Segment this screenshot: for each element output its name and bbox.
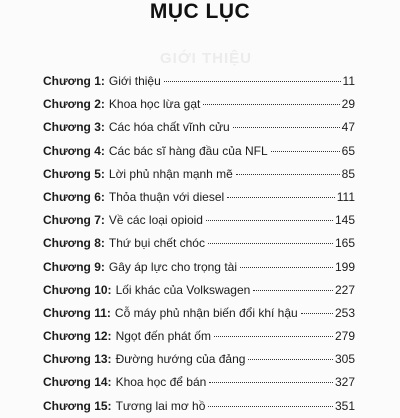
page-number: 111 (336, 189, 355, 204)
dot-leader (227, 197, 335, 198)
chapter-title: Thứ bụi chết chóc (108, 236, 205, 251)
table-of-contents (43, 70, 355, 418)
page-number: 85 (341, 166, 355, 181)
toc-entry (43, 256, 355, 279)
dot-leader (164, 81, 341, 82)
dot-leader (253, 290, 333, 291)
chapter-label: Chương 5: (43, 166, 105, 181)
dot-leader (203, 104, 339, 105)
page-number: 47 (341, 120, 355, 135)
dot-leader (214, 336, 333, 337)
chapter-title: Các bác sĩ hàng đầu của NFL (108, 143, 268, 158)
chapter-label: Chương 9: (43, 259, 105, 274)
chapter-label: Chương 12: (43, 329, 112, 344)
page-number: 351 (334, 398, 355, 413)
dot-leader (271, 151, 340, 152)
page-number: 253 (334, 305, 355, 320)
chapter-label: Chương 13: (43, 352, 112, 367)
chapter-title: Cỗ máy phủ nhận biến đổi khí hậu (114, 305, 298, 320)
page-number: 279 (334, 329, 355, 344)
chapter-label: Chương 2: (43, 97, 105, 112)
chapter-label: Chương 8: (43, 236, 105, 251)
dot-leader (248, 359, 333, 360)
dot-leader (209, 382, 333, 383)
page-number: 305 (334, 352, 355, 367)
toc-entry (43, 93, 355, 116)
dot-leader (233, 127, 340, 128)
bleed-through-watermark: GIỚI THIỆU (160, 50, 252, 67)
chapter-title: Khoa học để bán (115, 375, 207, 390)
page-number: 145 (334, 213, 355, 228)
toc-entry (43, 209, 355, 232)
toc-entry (43, 163, 355, 186)
chapter-title: Khoa học lừa gạt (108, 97, 201, 112)
dot-leader (301, 313, 333, 314)
chapter-label: Chương 11: (43, 305, 111, 320)
toc-entry (43, 302, 355, 325)
page-number: 11 (342, 74, 355, 88)
chapter-label: Chương 14: (43, 375, 112, 390)
toc-entry (43, 348, 355, 371)
page-title: MỤC LỤC (149, 0, 251, 23)
chapter-title: Tương lai mơ hồ (115, 398, 206, 413)
chapter-label: Chương 15: (43, 398, 112, 413)
dot-leader (206, 220, 333, 221)
chapter-title: Gây áp lực cho trọng tài (108, 259, 237, 274)
page-number: 65 (341, 143, 355, 158)
page-number: 227 (334, 282, 355, 297)
toc-entry (43, 325, 355, 348)
chapter-title: Về các loại opioid (108, 213, 203, 228)
toc-entry (43, 140, 355, 163)
chapter-title: Các hóa chất vĩnh cửu (108, 120, 230, 135)
toc-entry (43, 232, 355, 255)
toc-entry (43, 70, 355, 93)
chapter-title: Lời phủ nhận mạnh mẽ (108, 166, 233, 181)
page-number: 327 (334, 375, 355, 390)
toc-entry (43, 186, 355, 209)
page-number: 165 (334, 236, 355, 251)
dot-leader (208, 243, 333, 244)
chapter-label: Chương 3: (43, 120, 105, 135)
toc-entry (43, 116, 355, 139)
page-number: 199 (334, 259, 355, 274)
chapter-label: Chương 1: (43, 74, 105, 88)
toc-entry (43, 395, 355, 418)
chapter-title: Đường hướng của đảng (115, 352, 246, 367)
chapter-title: Ngọt đến phát ốm (115, 329, 211, 344)
dot-leader (208, 406, 333, 407)
chapter-label: Chương 10: (43, 282, 112, 297)
chapter-label: Chương 6: (43, 189, 105, 204)
dot-leader (240, 267, 333, 268)
chapter-label: Chương 4: (43, 143, 105, 158)
toc-entry (43, 371, 355, 394)
dot-leader (236, 174, 340, 175)
chapter-label: Chương 7: (43, 213, 105, 228)
toc-entry (43, 279, 355, 302)
chapter-title: Lối khác của Volkswagen (115, 282, 251, 297)
chapter-title: Thỏa thuận với diesel (108, 189, 225, 204)
chapter-title: Giới thiệu (108, 74, 161, 88)
page-number: 29 (341, 97, 355, 112)
